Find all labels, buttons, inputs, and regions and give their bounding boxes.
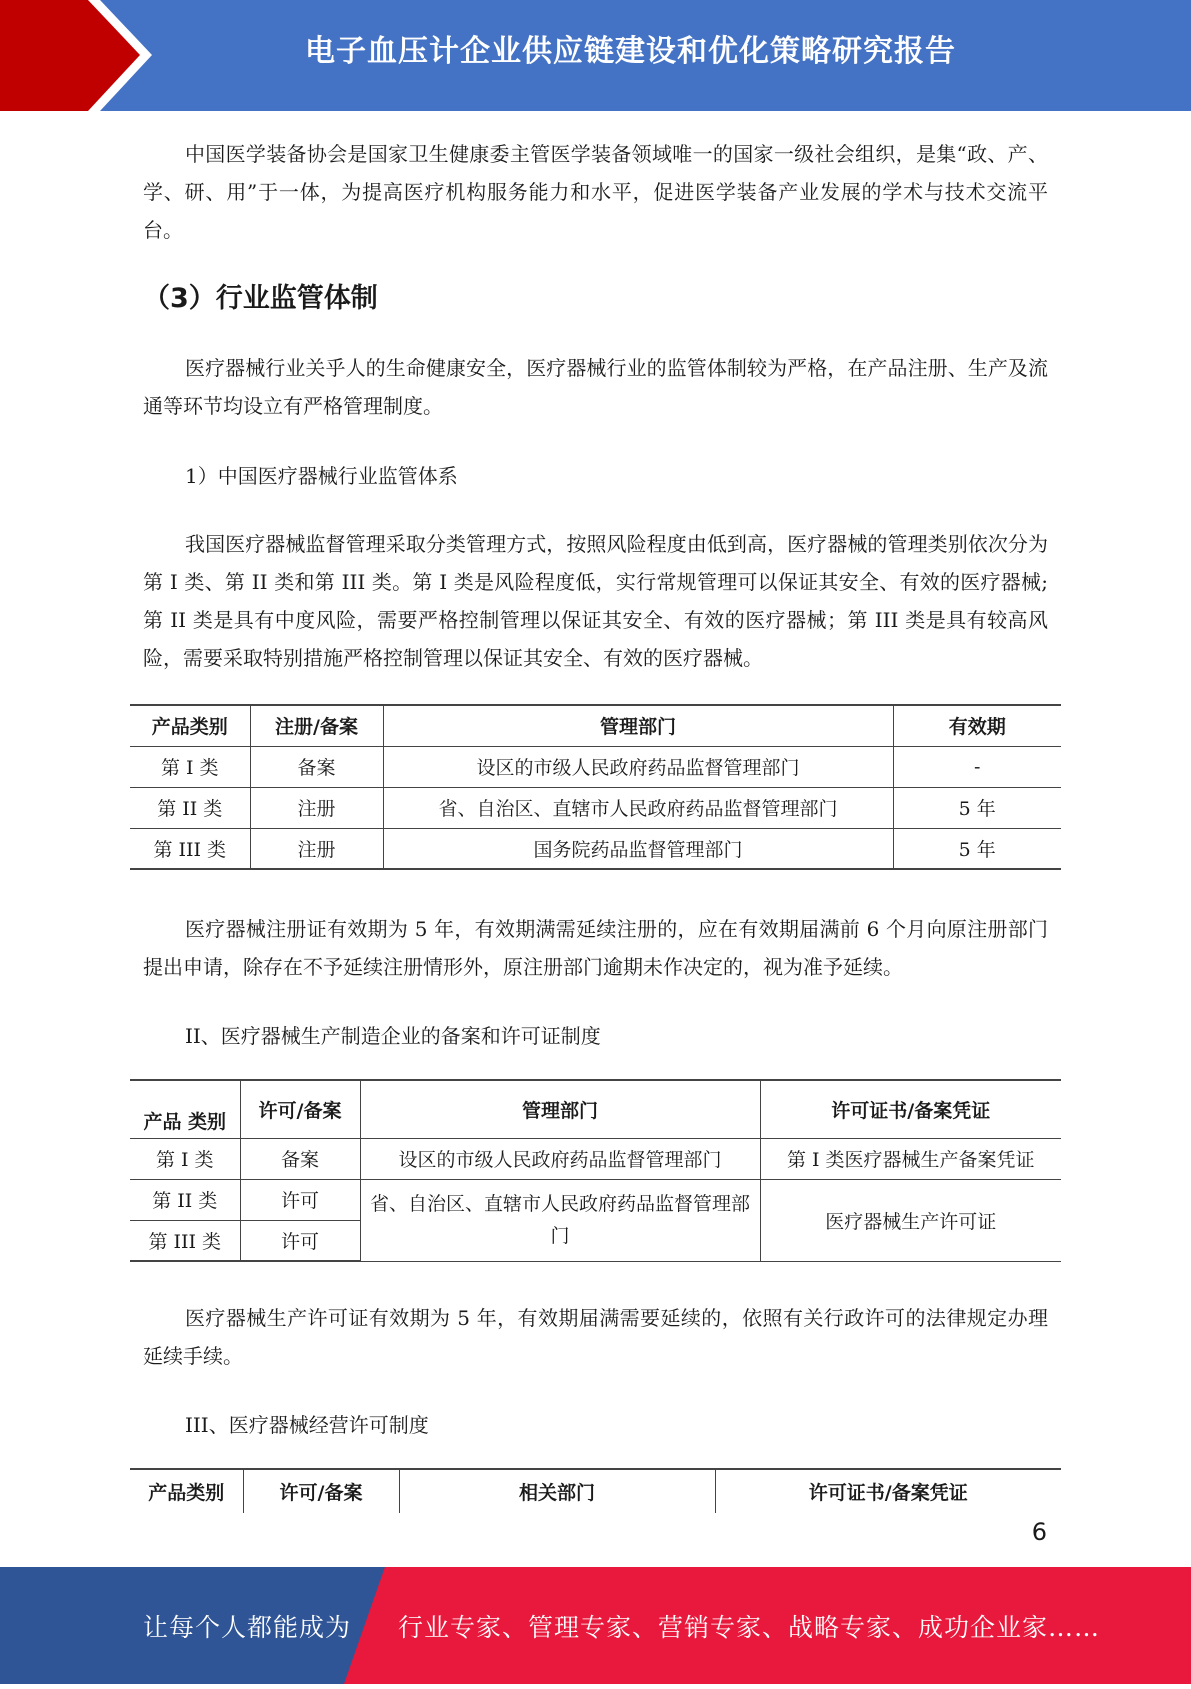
- table-cell: 省、自治区、直辖市人民政府药品监督管理部门: [383, 787, 893, 828]
- footer-banner: [0, 1567, 1191, 1684]
- table-header-cell: 许可证书/备案凭证: [760, 1080, 1061, 1138]
- table-cell: 第 III 类: [130, 828, 250, 869]
- table-header-row: [130, 1080, 1061, 1138]
- table-cell: -: [893, 746, 1061, 787]
- table-cell: 备案: [250, 746, 383, 787]
- table-cell: 第 I 类: [130, 1138, 240, 1179]
- classification-paragraph: 我国医疗器械监督管理采取分类管理方式，按照风险程度由低到高，医疗器械的管理类别依次分为第 I 类、第 II 类和第 III 类。第 I 类是风险程度低，实行常规管理可以保证其安全、有效的医疗器械;第 II 类是具有中度风险，需要严格控制管理以保证其安全、有效的医疗器械；第 III 类是具有较高风险，需要采取特别措施严格控制管理以保证其安全、有效的医疗器械。: [143, 532, 1048, 670]
- table-header-cell: 产品类别: [130, 1469, 243, 1513]
- subsection-heading-3: III、医疗器械经营许可制度: [185, 1413, 429, 1437]
- table-cell-merged: 省、自治区、直辖市人民政府药品监督管理部门: [360, 1179, 760, 1261]
- production-license-table: [130, 1079, 1061, 1262]
- production-paragraph: 医疗器械生产许可证有效期为 5 年，有效期届满需要延续的，依照有关行政许可的法律规定办理延续手续。: [143, 1306, 1048, 1368]
- table-cell: 许可: [240, 1220, 360, 1261]
- table-header-row: [130, 1469, 1061, 1513]
- table-cell-merged: 医疗器械生产许可证: [760, 1179, 1061, 1261]
- table-row: [130, 1179, 1061, 1220]
- table-header-row: [130, 705, 1061, 746]
- registration-paragraph: 医疗器械注册证有效期为 5 年，有效期满需延续注册的，应在有效期届满前 6 个月向原注册部门提出申请，除存在不予延续注册情形外，原注册部门逾期未作决定的，视为准予延续。: [143, 917, 1048, 979]
- table-cell: 备案: [240, 1138, 360, 1179]
- table-header-cell: 许可/备案: [240, 1080, 360, 1138]
- table-cell: 许可: [240, 1179, 360, 1220]
- table-cell: 第 II 类: [130, 1179, 240, 1220]
- table-cell: 注册: [250, 828, 383, 869]
- table-header-cell: 产品类别: [130, 705, 250, 746]
- registration-table: [130, 704, 1061, 870]
- header-banner: [0, 0, 1191, 111]
- table-header-cell: 相关部门: [399, 1469, 715, 1513]
- regulation-paragraph: 医疗器械行业关乎人的生命健康安全，医疗器械行业的监管体制较为严格，在产品注册、生产及流通等环节均设立有严格管理制度。: [143, 356, 1048, 418]
- table-header-cell: 管理部门: [383, 705, 893, 746]
- table-cell: 第 I 类: [130, 746, 250, 787]
- table-cell: 设区的市级人民政府药品监督管理部门: [383, 746, 893, 787]
- table-header-cell: 许可证书/备案凭证: [715, 1469, 1061, 1513]
- footer-slogan-left: 让每个人都能成为: [143, 1613, 352, 1642]
- table-row: [130, 1138, 1061, 1179]
- table-cell: 第 I 类医疗器械生产备案凭证: [760, 1138, 1061, 1179]
- table-header-cell: 许可/备案: [243, 1469, 399, 1513]
- subsection-heading-1: 1）中国医疗器械行业监管体系: [185, 464, 458, 488]
- table-cell: 5 年: [893, 787, 1061, 828]
- report-title: 电子血压计企业供应链建设和优化策略研究报告: [305, 34, 956, 69]
- table-cell: 国务院药品监督管理部门: [383, 828, 893, 869]
- table-header-cell: 管理部门: [360, 1080, 760, 1138]
- footer-slogan-right: 行业专家、管理专家、营销专家、战略专家、成功企业家……: [398, 1613, 1101, 1642]
- subsection-heading-2: II、医疗器械生产制造企业的备案和许可证制度: [185, 1024, 601, 1048]
- table-cell: 5 年: [893, 828, 1061, 869]
- section-heading: （3）行业监管体制: [143, 283, 378, 314]
- table-cell: 第 II 类: [130, 787, 250, 828]
- intro-paragraph: 中国医学装备协会是国家卫生健康委主管医学装备领域唯一的国家一级社会组织，是集“政、产、学、研、用”于一体，为提高医疗机构服务能力和水平，促进医学装备产业发展的学术与技术交流平台。: [143, 142, 1048, 242]
- table-cell: 第 III 类: [130, 1220, 240, 1261]
- table-row: [130, 787, 1061, 828]
- table-cell: 设区的市级人民政府药品监督管理部门: [360, 1138, 760, 1179]
- table-row: [130, 746, 1061, 787]
- distribution-license-table: [130, 1468, 1061, 1513]
- page-number: 6: [1031, 1518, 1047, 1546]
- table-header-cell: 注册/备案: [250, 705, 383, 746]
- table-header-cell: 产品 类别: [130, 1080, 240, 1138]
- table-row: [130, 828, 1061, 869]
- table-header-cell: 有效期: [893, 705, 1061, 746]
- table-cell: 注册: [250, 787, 383, 828]
